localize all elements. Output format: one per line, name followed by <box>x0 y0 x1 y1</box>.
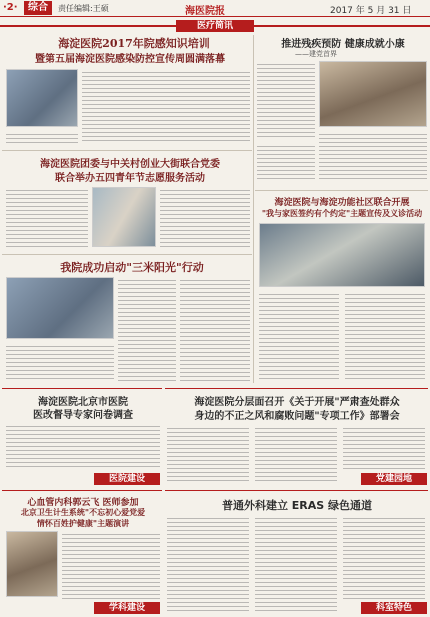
article-eras <box>165 490 428 615</box>
headline: 海淀医院2017年院感知识培训 <box>58 37 210 50</box>
article-disability-prevention <box>255 35 428 185</box>
article-body <box>259 291 339 379</box>
article-body <box>62 531 160 599</box>
subheadline: 医改督导专家问卷调查 <box>33 410 133 421</box>
subheadline: ——建党首界 <box>295 50 337 58</box>
article-body-cont <box>6 131 78 143</box>
article-photo <box>6 531 58 597</box>
article-photo <box>92 187 156 247</box>
article-sunshine-action <box>2 254 252 384</box>
article-body <box>167 425 249 483</box>
headline: 推进残疾预防 健康成就小康 <box>281 39 405 50</box>
column-divider <box>253 35 254 383</box>
headline: 海淀医院团委与中关村创业大街联合党委 <box>40 159 220 170</box>
masthead <box>0 0 430 17</box>
subheadline: 身边的不正之风和腐败问题"专项工作》部署会 <box>194 411 400 422</box>
section-tag: 医院建设 <box>94 473 160 485</box>
article-body <box>6 423 160 469</box>
article-photo <box>259 223 425 287</box>
headline: 普通外科建立 ERAS 绿色通道 <box>221 499 373 512</box>
headline: 海淀医院北京市医院 <box>38 397 128 408</box>
article-body <box>118 277 176 383</box>
banner-label: 医疗简讯 <box>176 20 254 32</box>
article-body-cont <box>319 131 427 181</box>
subheadline: 北京卫生计生系统"不忘初心爱党爱 <box>20 507 146 517</box>
article-speech-contest <box>2 490 162 615</box>
article-body <box>82 69 250 141</box>
article-body-cont <box>255 425 337 483</box>
section-banner <box>0 20 430 32</box>
article-body-cont2 <box>343 425 425 469</box>
article-body-cont <box>180 277 250 383</box>
headline: 我院成功启动"三米阳光"行动 <box>60 261 204 274</box>
masthead-slogan: 责任编辑:王硕 <box>58 4 109 13</box>
paper-name: 海医院报 <box>185 6 225 17</box>
headline: 心血管内科郭云飞 医师参加 <box>27 498 139 508</box>
article-infection-training <box>2 35 252 145</box>
article-photo <box>6 277 114 339</box>
section-tag: 学科建设 <box>94 602 160 614</box>
subheadline: 暨第五届海淀医院感染防控宣传周圆满落幕 <box>35 54 225 65</box>
article-body <box>257 61 315 139</box>
article-body-cont2 <box>6 343 114 381</box>
section-tag: 科室特色 <box>361 602 427 614</box>
article-body-cont2 <box>257 143 315 181</box>
subheadline-2: 情怀百姓护健康"主题演讲 <box>36 518 130 528</box>
subheadline: 联合举办五四青年节志愿服务活动 <box>55 173 205 184</box>
section-tag: 党建园地 <box>361 473 427 485</box>
article-party-meeting <box>165 388 428 486</box>
issue-date: 2017 年 5 月 31 日 <box>330 6 412 16</box>
subheadline: "我与家医签约有个约定"主题宣传及义诊活动 <box>261 208 423 218</box>
article-family-doctor <box>255 190 428 382</box>
article-body-cont <box>255 515 337 613</box>
article-photo <box>319 61 427 127</box>
article-body-cont <box>345 291 425 379</box>
page-number: ·2· <box>3 2 18 13</box>
article-youth-volunteer <box>2 150 252 250</box>
headline: 海淀医院与海淀功能社区联合开展 <box>274 198 410 208</box>
article-photo <box>6 69 78 127</box>
headline: 海淀医院分层面召开《关于开展"严肃查处群众 <box>194 397 400 408</box>
article-body <box>167 515 249 613</box>
article-body <box>6 187 88 249</box>
article-reform-survey <box>2 388 162 486</box>
article-body-cont <box>160 187 250 249</box>
section-label: 综合 <box>24 1 52 15</box>
article-body-cont2 <box>343 515 425 599</box>
